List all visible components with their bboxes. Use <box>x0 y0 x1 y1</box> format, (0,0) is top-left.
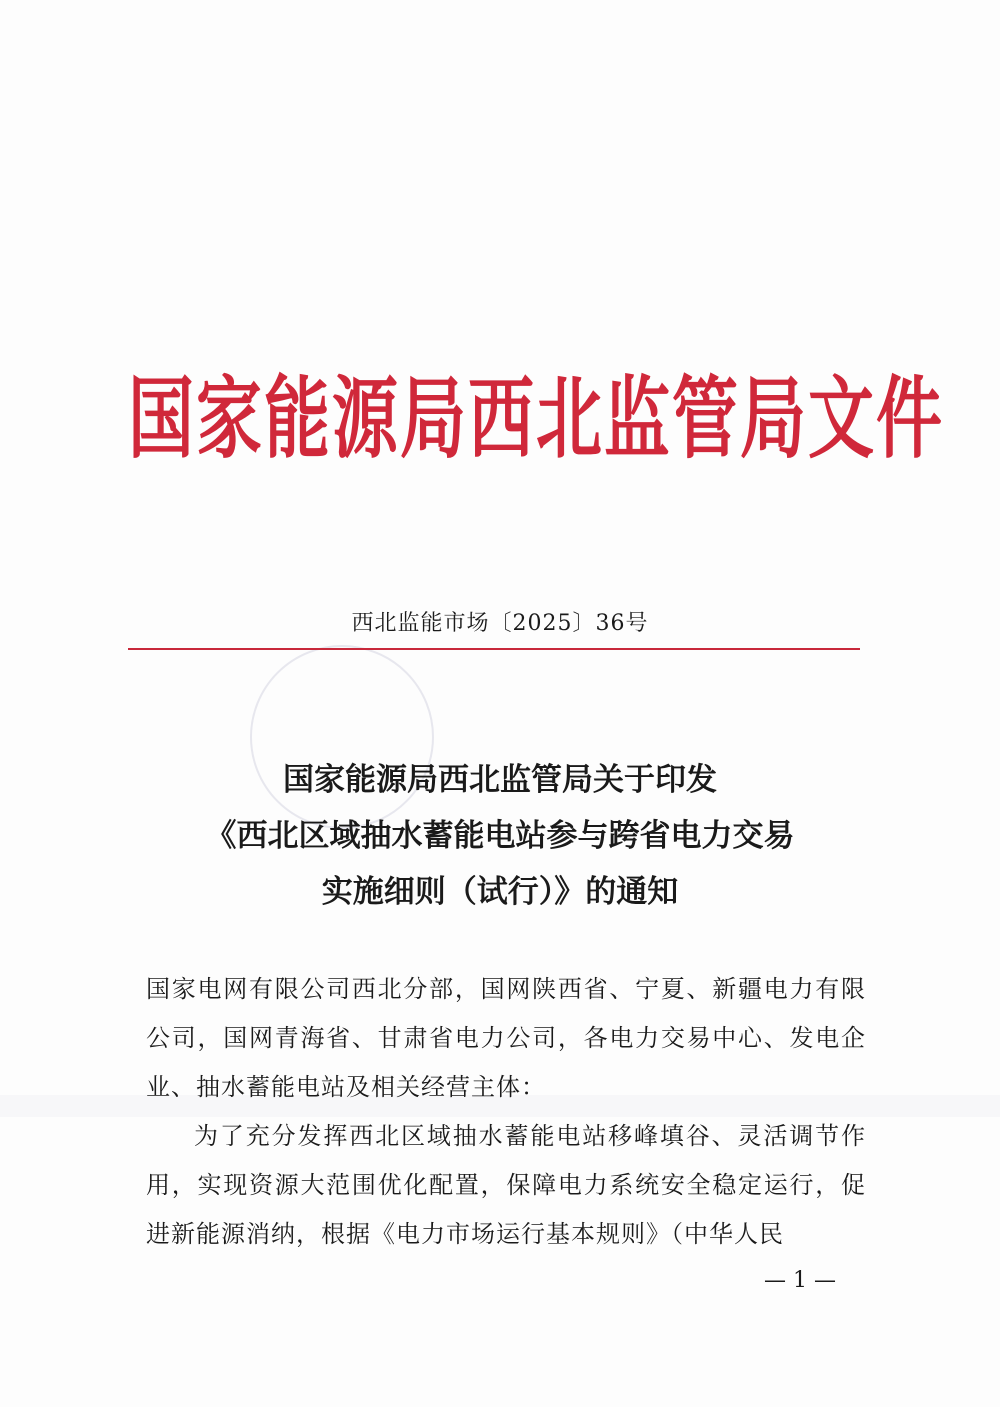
document-masthead: 国家能源局西北监管局文件 <box>128 366 944 471</box>
red-separator-line <box>128 648 860 650</box>
document-number: 西北监能市场〔2025〕36号 <box>351 611 649 636</box>
title-line-2: 《西北区域抽水蓄能电站参与跨省电力交易 <box>205 818 795 854</box>
title-line-3: 实施细则（试行）》的通知 <box>321 874 679 910</box>
page-number: — 1 — <box>764 1268 836 1293</box>
body-paragraph-1: 为了充分发挥西北区域抽水蓄能电站移峰填谷、灵活调节作用，实现资源大范围优化配置，保障电力系统安全稳定运行，促进新能源消纳，根据《电力市场运行基本规则》（中华人民 <box>146 1122 866 1248</box>
notice-title <box>120 752 880 920</box>
addressee-paragraph: 国家电网有限公司西北分部，国网陕西省、宁夏、新疆电力有限公司，国网青海省、甘肃省电力公司，各电力交易中心、发电企业、抽水蓄能电站及相关经营主体： <box>146 975 866 1101</box>
notice-body <box>146 965 866 1259</box>
title-line-1: 国家能源局西北监管局关于印发 <box>283 762 717 798</box>
